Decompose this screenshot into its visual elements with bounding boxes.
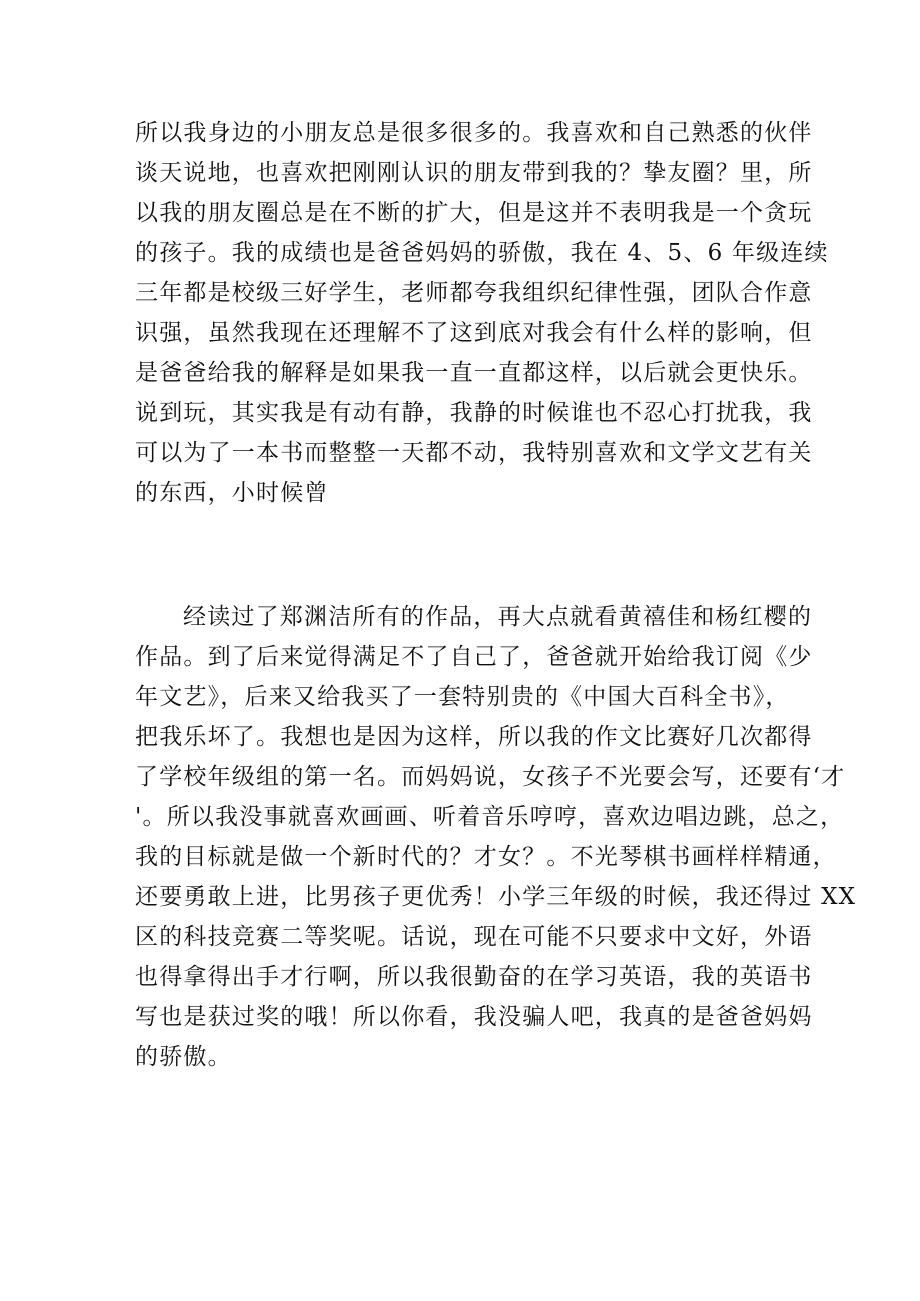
paragraph-line: 的骄傲。 — [135, 1044, 232, 1070]
paragraph-line: 也得拿得出手才行啊，所以我很勤奋的在学习英语，我的英语书 — [135, 964, 813, 990]
paragraph-line: 三年都是校级三好学生，老师都夸我组织纪律性强，团队合作意 — [135, 280, 813, 306]
paragraph-line: 把我乐坏了。我想也是因为这样，所以我的作文比赛好几次都得 — [135, 724, 813, 750]
paragraph-line: 了学校年级组的第一名。而妈妈说，女孩子不光要会写，还要有‘才 — [135, 764, 846, 790]
paragraph-line: 是爸爸给我的解释是如果我一直一直都这样，以后就会更快乐。 — [135, 360, 813, 386]
paragraph-line: 写也是获过奖的哦！所以你看，我没骗人吧，我真的是爸爸妈妈 — [135, 1004, 813, 1030]
paragraph-line: '。所以我没事就喜欢画画、听着音乐哼哼，喜欢边唱边跳，总之， — [135, 804, 845, 830]
paragraph-line: 所以我身边的小朋友总是很多很多的。我喜欢和自己熟悉的伙伴 — [135, 120, 813, 146]
paragraph-1 — [135, 113, 829, 513]
paragraph-line: 识强，虽然我现在还理解不了这到底对我会有什么样的影响，但 — [135, 320, 813, 346]
paragraph-line: 说到玩，其实我是有动有静，我静的时候谁也不忍心打扰我，我 — [135, 400, 813, 426]
paragraph-line: 可以为了一本书而整整一天都不动，我特别喜欢和文学文艺有关 — [135, 440, 813, 466]
paragraph-line: 谈天说地，也喜欢把刚刚认识的朋友带到我的？挚友圈？里，所 — [135, 160, 813, 186]
paragraph-line: 的孩子。我的成绩也是爸爸妈妈的骄傲，我在 4、5、6 年级连续 — [135, 240, 829, 266]
paragraph-line: 年文艺》，后来又给我买了一套特别贵的《中国大百科全书》， — [135, 684, 790, 710]
paragraph-line: 的东西，小时候曾 — [135, 480, 329, 506]
paragraph-line: 以我的朋友圈总是在不断的扩大，但是这并不表明我是一个贪玩 — [135, 200, 813, 226]
paragraph-line: 经读过了郑渊洁所有的作品，再大点就看黄禧佳和杨红樱的 — [183, 604, 813, 630]
paragraph-line: 我的目标就是做一个新时代的？才女？。不光琴棋书画样样精通， — [135, 844, 837, 870]
paragraph-line: 还要勇敢上进，比男孩子更优秀！小学三年级的时候，我还得过 XX — [135, 884, 857, 910]
paragraph-line: 区的科技竞赛二等奖呢。话说，现在可能不只要求中文好，外语 — [135, 924, 813, 950]
paragraph-2 — [135, 597, 857, 1077]
paragraph-line: 作品。到了后来觉得满足不了自己了，爸爸就开始给我订阅《少 — [135, 644, 813, 670]
